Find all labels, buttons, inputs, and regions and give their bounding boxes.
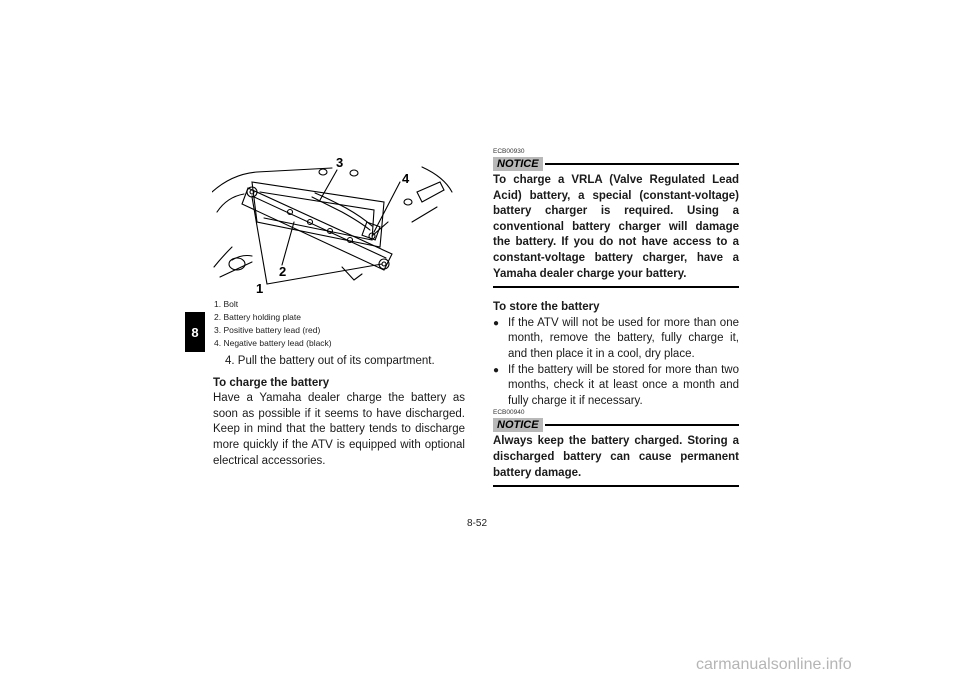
notice-text: Always keep the battery charged. Storing a discharged battery can cause permanent battery damage. <box>493 435 739 479</box>
notice-rule <box>545 424 739 426</box>
left-column <box>213 354 465 469</box>
notice-label: NOTICE <box>493 157 543 171</box>
notice-label: NOTICE <box>493 418 543 432</box>
chapter-tab: 8 <box>185 312 205 352</box>
legend-item: 1. Bolt <box>214 299 239 309</box>
notice-text: To charge a VRLA (Valve Regulated Lead Acid) battery, a special (constant-voltage) battery charger is required. Using a conventional battery charger will damage the battery. If you do not have access to a constant-voltage battery charger, have a Yamaha dealer charge your battery. <box>493 174 739 280</box>
store-heading: To store the battery <box>493 301 600 314</box>
legend-item: 3. Positive battery lead (red) <box>214 325 321 335</box>
legend-item: 4. Negative battery lead (black) <box>214 338 332 348</box>
notice-header <box>493 156 739 171</box>
battery-compartment-illustration <box>212 152 462 297</box>
callout-2: 2 <box>279 264 287 279</box>
bullet-text: If the battery will be stored for more than two months, check it at least once a month and fully charge it if necessary. <box>508 363 739 407</box>
bullet-icon: ● <box>493 364 500 376</box>
bullet-text: If the ATV will not be used for more than one month, remove the battery, fully charge it, and then place it in a cool, dry place. <box>508 316 739 360</box>
procedure-step: 4. Pull the battery out of its compartment. <box>225 355 435 367</box>
notice-code: ECB00930 <box>493 148 525 155</box>
notice-header <box>493 417 739 432</box>
charge-heading: To charge the battery <box>213 376 330 389</box>
legend-item: 2. Battery holding plate <box>214 312 301 322</box>
notice-end-rule <box>493 485 739 487</box>
callout-1: 1 <box>256 281 264 296</box>
charge-paragraph: Have a Yamaha dealer charge the battery as soon as possible if it seems to have discharged. Keep in mind that the battery tends to discharge more quickly if the ATV is equipped with optional electrical accessories. <box>213 392 465 467</box>
notice-end-rule <box>493 286 739 288</box>
list-item <box>493 316 739 363</box>
figure-legend <box>214 298 464 350</box>
notice-code: ECB00940 <box>493 409 525 417</box>
watermark[interactable]: carmanualsonline.info <box>696 656 852 673</box>
callout-4: 4 <box>402 171 410 186</box>
list-item <box>493 363 739 410</box>
page-number: 8-52 <box>467 518 488 529</box>
notice-rule <box>545 163 739 165</box>
callout-3: 3 <box>336 155 344 170</box>
right-column <box>493 148 739 499</box>
bullet-icon: ● <box>493 317 500 329</box>
